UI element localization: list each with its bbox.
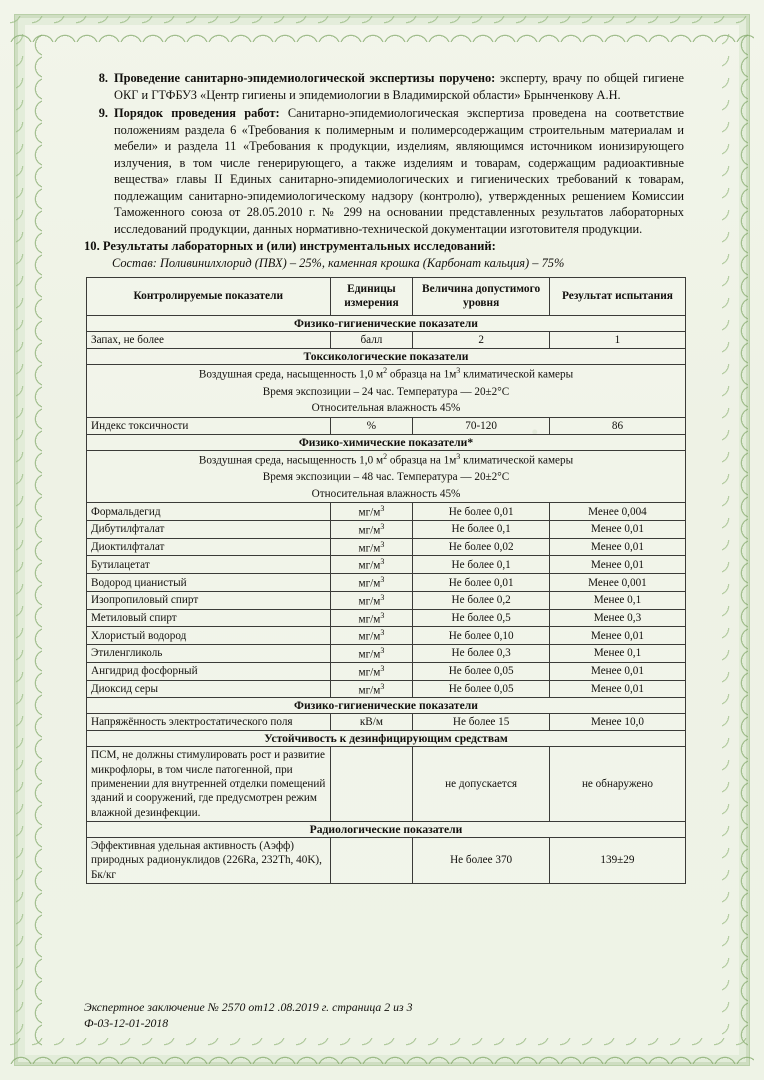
table-section-row <box>87 434 686 450</box>
cell-limit: Не более 0,05 <box>413 662 550 680</box>
table-body <box>87 316 686 884</box>
cell-units: $мг/м^3$ <box>330 645 413 663</box>
document-footer <box>84 1000 704 1032</box>
clause-8-lead: Проведение санитарно-эпидемиологической экспертизы поручено: <box>114 71 496 85</box>
cell-result: Менее 0,1 <box>549 645 685 663</box>
col-result: Результат испытания <box>549 278 685 316</box>
cell-limit: не допускается <box>413 747 550 822</box>
table-note: Воздушная среда, насыщенность 1,0 $м^2$ образца на $1м^3$ климатической камеры <box>87 365 686 384</box>
table-note-row <box>87 400 686 417</box>
cell-indicator: Изопропиловый спирт <box>87 591 331 609</box>
cell-limit: Не более 0,02 <box>413 538 550 556</box>
cell-limit: Не более 0,01 <box>413 503 550 521</box>
cell-units: $мг/м^3$ <box>330 538 413 556</box>
cell-result: Менее 0,01 <box>549 538 685 556</box>
table-section-row <box>87 316 686 332</box>
cell-result: Менее 0,1 <box>549 591 685 609</box>
table-note: Время экспозиции – 24 час. Температура — 20±2°С <box>87 384 686 401</box>
cell-limit: Не более 15 <box>413 714 550 731</box>
table-row <box>87 714 686 731</box>
cell-indicator: Индекс токсичности <box>87 417 331 434</box>
table-row <box>87 417 686 434</box>
table-section-title: Радиологические показатели <box>87 821 686 837</box>
cell-result: Менее 0,3 <box>549 609 685 627</box>
table-section-title: Физико-гигиенические показатели <box>87 316 686 332</box>
cell-result: Менее 0,004 <box>549 503 685 521</box>
clause-9-text: Санитарно-эпидемиологическая экспертиза проведена на соответствие положениям раздела 6 «Требования к полимерным и полимерсодержащим строительным материалам и мебели» и раздела 11 «Требования к продукции, изделиям, являющимся источником ионизирующего излучения, в том числе генерирующего, а также изделиям и товарам, содержащим радиоактивные вещества» главы II Единых санитарно-эпидемиологических и гигиенических требований к товарам, подлежащим санитарно-эпидемиологическому надзору (контролю), утвержденных решением Комиссии Таможенного союза от 28.05.2010 г. № 299 на основании представленных результатов лабораторных исследований продукции, данных нормативно-технической документации изготовителя продукции. <box>114 106 684 236</box>
table-row <box>87 503 686 521</box>
cell-result: Менее 0,001 <box>549 574 685 592</box>
table-section-title: Устойчивость к дезинфицирующим средствам <box>87 731 686 747</box>
cell-indicator: Диоксид серы <box>87 680 331 698</box>
table-row <box>87 538 686 556</box>
results-title: 10. Результаты лабораторных и (или) инструментальных исследований: <box>84 239 496 253</box>
table-note-row <box>87 469 686 486</box>
cell-limit: Не более 370 <box>413 837 550 883</box>
cell-result: 139±29 <box>549 837 685 883</box>
cell-limit: Не более 0,5 <box>413 609 550 627</box>
composition-line: Состав: Поливинилхлорид (ПВХ) – 25%, каменная крошка (Карбонат кальция) – 75% <box>112 256 565 270</box>
cell-indicator: Метиловый спирт <box>87 609 331 627</box>
cell-units: $мг/м^3$ <box>330 662 413 680</box>
cell-result: Менее 0,01 <box>549 662 685 680</box>
table-section-row <box>87 821 686 837</box>
cell-indicator: Эффективная удельная активность (Аэфф) природных радионуклидов (226Ra, 232Th, 40K), Бк/кг <box>87 837 331 883</box>
table-note: Время экспозиции – 48 час. Температура — 20±2°С <box>87 469 686 486</box>
cell-indicator: Бутилацетат <box>87 556 331 574</box>
col-units: Единицы измерения <box>330 278 413 316</box>
table-row <box>87 627 686 645</box>
cell-indicator: Ангидрид фосфорный <box>87 662 331 680</box>
col-indicator: Контролируемые показатели <box>87 278 331 316</box>
clause-9-body <box>114 105 684 237</box>
results-table <box>86 277 686 884</box>
cell-limit: 2 <box>413 332 550 349</box>
cell-result: не обнаружено <box>549 747 685 822</box>
cell-result: 1 <box>549 332 685 349</box>
table-note-row <box>87 450 686 469</box>
table-row <box>87 332 686 349</box>
document-content <box>84 70 684 884</box>
table-note: Воздушная среда, насыщенность 1,0 $м^2$ образца на $1м^3$ климатической камеры <box>87 450 686 469</box>
clause-9-number: 9. <box>98 106 108 120</box>
border-wave-right <box>722 34 748 1046</box>
footer-line-1: Экспертное заключение № 2570 от12 .08.2019 г. страница 2 из 3 <box>84 1000 413 1014</box>
col-limit: Величина допустимого уровня <box>413 278 550 316</box>
table-section-row <box>87 349 686 365</box>
table-section-title: Физико-гигиенические показатели <box>87 698 686 714</box>
cell-units <box>330 747 413 822</box>
table-head <box>87 278 686 316</box>
cell-units: $мг/м^3$ <box>330 680 413 698</box>
cell-units: $мг/м^3$ <box>330 627 413 645</box>
cell-units: % <box>330 417 413 434</box>
clause-8-body <box>114 70 684 103</box>
table-section-title: Токсикологические показатели <box>87 349 686 365</box>
table-row <box>87 556 686 574</box>
clause-9 <box>84 105 684 237</box>
cell-indicator: Хлористый водород <box>87 627 331 645</box>
table-row <box>87 645 686 663</box>
table-row <box>87 609 686 627</box>
table-note: Относительная влажность 45% <box>87 400 686 417</box>
footer-line-2: Ф-03-12-01-2018 <box>84 1015 169 1030</box>
cell-units: $мг/м^3$ <box>330 574 413 592</box>
cell-units: балл <box>330 332 413 349</box>
cell-indicator: ПСМ, не должны стимулировать рост и развитие микрофлоры, в том числе патогенной, при применении для внутренней отделки помещений зданий и сооружений, где предусмотрен режим влажной дезинфекции. <box>87 747 331 822</box>
table-row <box>87 574 686 592</box>
cell-result: 86 <box>549 417 685 434</box>
table-note: Относительная влажность 45% <box>87 486 686 503</box>
table-row <box>87 837 686 883</box>
border-wave-bottom <box>10 1038 754 1064</box>
border-wave-top <box>10 16 754 42</box>
cell-units: $мг/м^3$ <box>330 591 413 609</box>
table-row <box>87 662 686 680</box>
cell-units <box>330 837 413 883</box>
cell-limit: Не более 0,2 <box>413 591 550 609</box>
cell-limit: Не более 0,3 <box>413 645 550 663</box>
clause-8-number: 8. <box>98 71 108 85</box>
table-section-row <box>87 731 686 747</box>
cell-limit: 70-120 <box>413 417 550 434</box>
table-row <box>87 591 686 609</box>
table-row <box>87 747 686 822</box>
clause-9-lead: Порядок проведения работ: <box>114 106 280 120</box>
cell-result: Менее 0,01 <box>549 680 685 698</box>
clause-8 <box>84 70 684 103</box>
cell-limit: Не более 0,05 <box>413 680 550 698</box>
clause-8-text: эксперту, врачу по общей гигиене ОКГ и ГТФБУЗ «Центр гигиены и эпидемиологии в Владимирской области» Брынченкову А.Н. <box>114 71 684 102</box>
cell-indicator: Напряжённость электростатического поля <box>87 714 331 731</box>
border-wave-left <box>16 34 42 1046</box>
cell-result: Менее 0,01 <box>549 556 685 574</box>
cell-result: Менее 0,01 <box>549 520 685 538</box>
table-note-row <box>87 486 686 503</box>
cell-units: $мг/м^3$ <box>330 520 413 538</box>
table-header-row <box>87 278 686 316</box>
cell-units: $мг/м^3$ <box>330 609 413 627</box>
cell-result: Менее 10,0 <box>549 714 685 731</box>
cell-indicator: Водород цианистый <box>87 574 331 592</box>
cell-limit: Не более 0,01 <box>413 574 550 592</box>
cell-indicator: Диоктилфталат <box>87 538 331 556</box>
cell-limit: Не более 0,10 <box>413 627 550 645</box>
cell-indicator: Запах, не более <box>87 332 331 349</box>
cell-indicator: Этиленгликоль <box>87 645 331 663</box>
table-section-row <box>87 698 686 714</box>
table-note-row <box>87 365 686 384</box>
cell-units: кВ/м <box>330 714 413 731</box>
table-section-title: Физико-химические показатели* <box>87 434 686 450</box>
table-row <box>87 680 686 698</box>
table-note-row <box>87 384 686 401</box>
cell-indicator: Дибутилфталат <box>87 520 331 538</box>
cell-limit: Не более 0,1 <box>413 520 550 538</box>
table-row <box>87 520 686 538</box>
cell-units: $мг/м^3$ <box>330 503 413 521</box>
cell-result: Менее 0,01 <box>549 627 685 645</box>
cell-units: $мг/м^3$ <box>330 556 413 574</box>
cell-indicator: Формальдегид <box>87 503 331 521</box>
cell-limit: Не более 0,1 <box>413 556 550 574</box>
